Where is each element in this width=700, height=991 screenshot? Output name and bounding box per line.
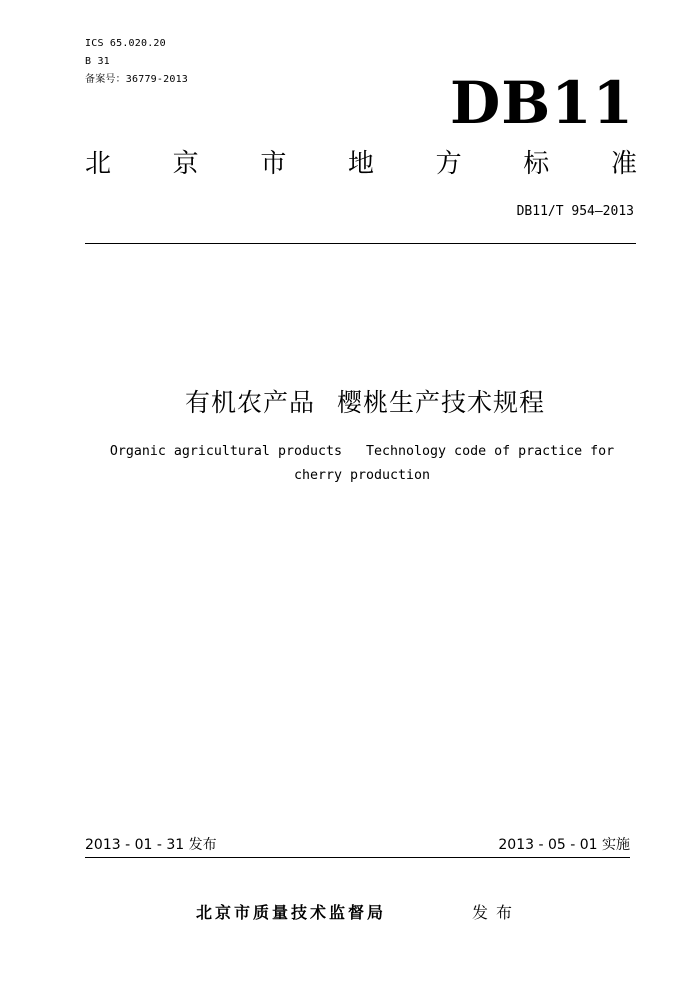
chinese-title-part1: 有机农产品	[184, 388, 315, 417]
standard-type-char: 市	[260, 149, 287, 179]
issue-date: 2013 - 01 - 31 发布	[85, 837, 217, 853]
implementation-date: 2013 - 05 - 01 实施	[498, 837, 630, 853]
standard-type-heading	[85, 146, 637, 182]
issue-action: 发布	[472, 903, 521, 922]
chinese-title-part2: 樱桃生产技术规程	[337, 388, 546, 417]
standard-type-char: 北	[85, 149, 112, 179]
ics-code: ICS 65.020.20	[85, 38, 166, 49]
english-title-line1: Organic agricultural products Technology code of practice for	[109, 444, 615, 459]
standard-type-char: 标	[523, 149, 550, 179]
standard-number: DB11/T 954—2013	[516, 204, 634, 219]
footer-divider	[85, 857, 630, 858]
standard-type-char: 准	[610, 149, 637, 179]
standard-type-char: 京	[172, 149, 199, 179]
english-title-line2: cherry production	[293, 468, 431, 483]
chinese-title	[0, 385, 700, 421]
category-code: B 31	[85, 56, 110, 67]
standard-type-char: 方	[435, 149, 462, 179]
record-number: 备案号：36779-2013	[85, 74, 189, 85]
issuing-authority: 北京市质量技术监督局	[196, 903, 387, 922]
header-divider	[85, 243, 636, 244]
standard-logo: DB11	[449, 69, 634, 137]
standard-type-char: 地	[347, 149, 374, 179]
